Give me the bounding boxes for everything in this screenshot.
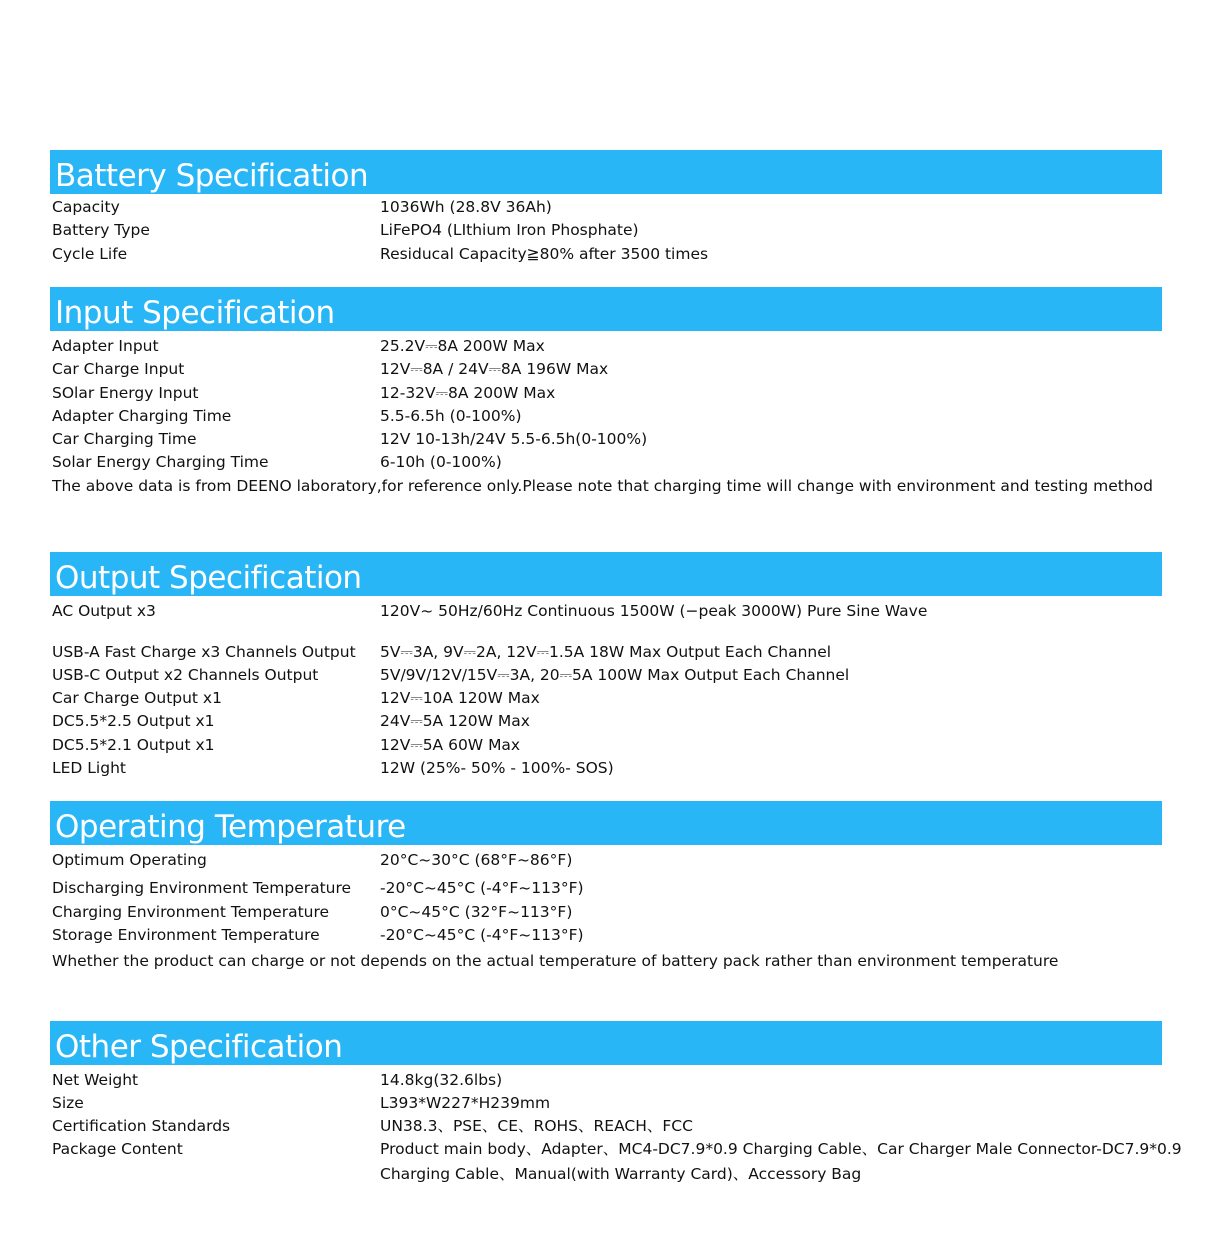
spec-value: Product main body、Adapter、MC4-DC7.9*0.9 Charging Cable、Car Charger Male Connector-DC7.9*0.9 bbox=[380, 1140, 1182, 1158]
spec-label: Package Content bbox=[52, 1140, 183, 1158]
spec-value: 120V~ 50Hz/60Hz Continuous 1500W (−peak 3000W) Pure Sine Wave bbox=[380, 602, 928, 620]
spec-label: LED Light bbox=[52, 759, 126, 777]
spec-row-charging-temp bbox=[0, 901, 1226, 924]
spec-value: 12-32V⎓8A 200W Max bbox=[380, 384, 556, 402]
spec-value: 24V⎓5A 120W Max bbox=[380, 712, 530, 730]
spec-value: L393*W227*H239mm bbox=[380, 1094, 551, 1112]
spec-row-solar-charging-time bbox=[0, 451, 1226, 474]
spec-value: 20°C~30°C (68°F~86°F) bbox=[380, 851, 573, 869]
spec-row-certification bbox=[0, 1115, 1226, 1138]
spec-label: Battery Type bbox=[52, 221, 150, 239]
spec-row-car-charge-output bbox=[0, 687, 1226, 710]
spec-row-adapter-input bbox=[0, 335, 1226, 358]
spec-row-package-content bbox=[0, 1138, 1226, 1161]
spec-row-net-weight bbox=[0, 1069, 1226, 1092]
spec-label: DC5.5*2.1 Output x1 bbox=[52, 736, 215, 754]
spec-row-solar-input bbox=[0, 382, 1226, 405]
battery-section-title: Battery Specification bbox=[55, 158, 369, 194]
spec-label: DC5.5*2.5 Output x1 bbox=[52, 712, 215, 730]
spec-row-dc55-21-output bbox=[0, 734, 1226, 757]
spec-row-size bbox=[0, 1092, 1226, 1115]
spec-value: 14.8kg(32.6lbs) bbox=[380, 1071, 503, 1089]
spec-value: 0°C~45°C (32°F~113°F) bbox=[380, 903, 573, 921]
spec-row-usb-c-output bbox=[0, 664, 1226, 687]
spec-value: 5.5-6.5h (0-100%) bbox=[380, 407, 522, 425]
spec-row-car-charging-time bbox=[0, 428, 1226, 451]
input-section-header bbox=[50, 287, 1162, 331]
spec-label: Capacity bbox=[52, 198, 120, 216]
spec-label: Net Weight bbox=[52, 1071, 139, 1089]
spec-value: 12V 10-13h/24V 5.5-6.5h(0-100%) bbox=[380, 430, 648, 448]
spec-value: 6-10h (0-100%) bbox=[380, 453, 502, 471]
spec-row-optimum-operating bbox=[0, 849, 1226, 872]
other-section-title: Other Specification bbox=[55, 1029, 343, 1065]
spec-row-cycle-life bbox=[0, 243, 1226, 266]
other-section-header bbox=[50, 1021, 1162, 1065]
output-section-header bbox=[50, 552, 1162, 596]
spec-value: -20°C~45°C (-4°F~113°F) bbox=[380, 926, 584, 944]
spec-label: Solar Energy Charging Time bbox=[52, 453, 269, 471]
spec-value: Residucal Capacity≧80% after 3500 times bbox=[380, 245, 709, 263]
spec-label: Cycle Life bbox=[52, 245, 128, 263]
spec-row-car-charge-input bbox=[0, 358, 1226, 381]
spec-value: 12W (25%- 50% - 100%- SOS) bbox=[380, 759, 614, 777]
spec-label: Charging Environment Temperature bbox=[52, 903, 330, 921]
spec-row-adapter-charging-time bbox=[0, 405, 1226, 428]
spec-value: LiFePO4 (LIthium Iron Phosphate) bbox=[380, 221, 639, 239]
spec-row-storage-temp bbox=[0, 924, 1226, 947]
spec-label: Car Charge Output x1 bbox=[52, 689, 222, 707]
spec-value: 25.2V⎓8A 200W Max bbox=[380, 337, 545, 355]
spec-label: Optimum Operating bbox=[52, 851, 207, 869]
spec-value: 1036Wh (28.8V 36Ah) bbox=[380, 198, 552, 216]
spec-label: Size bbox=[52, 1094, 84, 1112]
spec-label: USB-A Fast Charge x3 Channels Output bbox=[52, 643, 356, 661]
spec-label: USB-C Output x2 Channels Output bbox=[52, 666, 319, 684]
spec-label: SOlar Energy Input bbox=[52, 384, 199, 402]
temperature-section-title: Operating Temperature bbox=[55, 809, 406, 845]
spec-row-discharging-temp bbox=[0, 877, 1226, 900]
spec-row-dc55-25-output bbox=[0, 710, 1226, 733]
spec-row-battery-type bbox=[0, 219, 1226, 242]
spec-value: UN38.3、PSE、CE、ROHS、REACH、FCC bbox=[380, 1117, 693, 1135]
spec-label: Certification Standards bbox=[52, 1117, 231, 1135]
spec-row-package-content-continued bbox=[0, 1163, 1226, 1186]
spec-value-continued: Charging Cable、Manual(with Warranty Card)、Accessory Bag bbox=[380, 1165, 862, 1183]
output-section-title: Output Specification bbox=[55, 560, 362, 596]
spec-label: Car Charge Input bbox=[52, 360, 185, 378]
battery-section-header bbox=[50, 150, 1162, 194]
spec-label: Car Charging Time bbox=[52, 430, 197, 448]
spec-label: AC Output x3 bbox=[52, 602, 156, 620]
spec-label: Adapter Input bbox=[52, 337, 159, 355]
temperature-section-header bbox=[50, 801, 1162, 845]
spec-row-led-light bbox=[0, 757, 1226, 780]
spec-value: 5V/9V/12V/15V⎓3A, 20⎓5A 100W Max Output Each Channel bbox=[380, 666, 850, 684]
spec-value: -20°C~45°C (-4°F~113°F) bbox=[380, 879, 584, 897]
spec-value: 12V⎓8A / 24V⎓8A 196W Max bbox=[380, 360, 609, 378]
spec-row-capacity bbox=[0, 196, 1226, 219]
spec-label: Storage Environment Temperature bbox=[52, 926, 320, 944]
spec-label: Discharging Environment Temperature bbox=[52, 879, 352, 897]
spec-row-usb-a-output bbox=[0, 641, 1226, 664]
input-note: The above data is from DEENO laboratory,for reference only.Please note that charging time will change with environment and testing method bbox=[52, 477, 1153, 495]
spec-row-ac-output bbox=[0, 600, 1226, 623]
spec-label: Adapter Charging Time bbox=[52, 407, 232, 425]
input-section-title: Input Specification bbox=[55, 295, 335, 331]
spec-value: 12V⎓10A 120W Max bbox=[380, 689, 540, 707]
spec-value: 12V⎓5A 60W Max bbox=[380, 736, 521, 754]
temperature-note: Whether the product can charge or not depends on the actual temperature of battery pack rather than environment temperature bbox=[52, 952, 1059, 970]
spec-value: 5V⎓3A, 9V⎓2A, 12V⎓1.5A 18W Max Output Each Channel bbox=[380, 643, 832, 661]
